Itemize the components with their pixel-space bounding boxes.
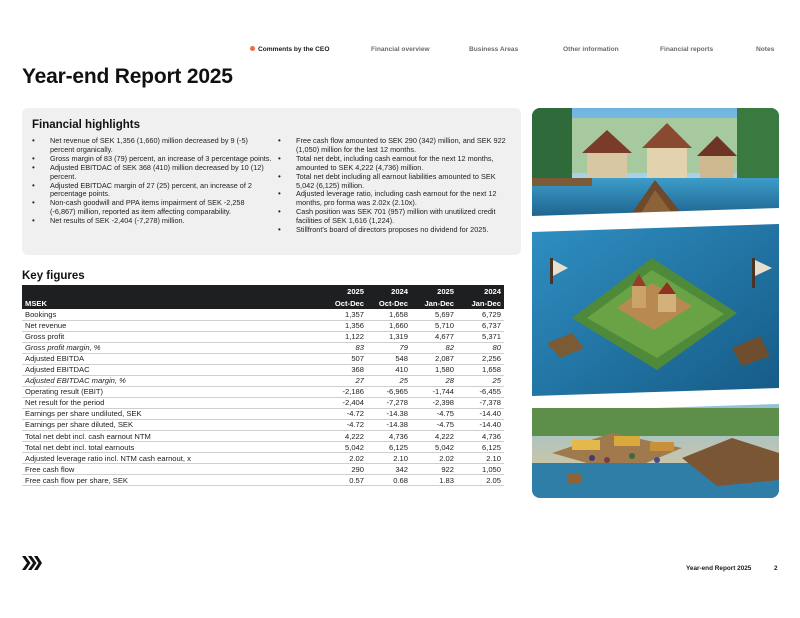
row-value: 0.68 [367, 475, 411, 486]
row-value: 1,658 [457, 364, 504, 375]
nav-item-financial-reports[interactable]: Financial reports [660, 46, 714, 53]
table-row [22, 309, 504, 320]
row-value: 290 [322, 464, 367, 475]
col-year: 2025 [411, 285, 457, 297]
row-label: Total net debt incl. total earnouts [22, 442, 322, 453]
highlight-item: • Adjusted EBITDAC of SEK 368 (410) million decreased by 10 (12) percent. [32, 164, 272, 182]
row-value: 2.10 [457, 453, 504, 464]
row-label: Net result for the period [22, 397, 322, 408]
row-label: Adjusted EBITDAC [22, 364, 322, 375]
row-value: 507 [322, 353, 367, 364]
highlight-item: • Free cash flow amounted to SEK 290 (342) million, and SEK 922 (1,050) million for the last 12 months. [278, 137, 514, 155]
row-value: 80 [457, 342, 504, 353]
row-value: -4.72 [322, 408, 367, 419]
key-figures-body [22, 309, 504, 486]
table-row [22, 464, 504, 475]
highlight-item: • Non-cash goodwill and PPA items impairment of SEK -2,258 (-6,867) million, reported as item affecting comparability. [32, 199, 272, 217]
row-value: -4.75 [411, 419, 457, 430]
row-value: 368 [322, 364, 367, 375]
col-period: Jan-Dec [411, 297, 457, 309]
row-value: -2,186 [322, 386, 367, 397]
harbor-town-scene [532, 108, 779, 220]
row-value: 1,319 [367, 331, 411, 342]
row-value: 2.02 [322, 453, 367, 464]
row-value: 5,371 [457, 331, 504, 342]
row-value: 1,660 [367, 320, 411, 331]
row-value: -1,744 [411, 386, 457, 397]
highlight-item: • Total net debt, including cash earnout for the next 12 months, amounted to SEK 4,222 (4,736) million. [278, 155, 514, 173]
row-value: 25 [367, 375, 411, 386]
row-value: 6,729 [457, 309, 504, 320]
key-figures-table [22, 285, 504, 486]
table-row [22, 342, 504, 353]
nav-item-financial-overview[interactable]: Financial overview [371, 46, 430, 53]
col-year: 2024 [457, 285, 504, 297]
row-value: 4,222 [411, 431, 457, 442]
col-year: 2024 [367, 285, 411, 297]
row-value: -2,404 [322, 397, 367, 408]
table-row [22, 397, 504, 408]
col-period: Oct-Dec [367, 297, 411, 309]
table-row [22, 353, 504, 364]
highlight-item: • Adjusted EBITDAC margin of 27 (25) percent, an increase of 2 percentage points. [32, 182, 272, 200]
unit-label: MSEK [22, 297, 322, 309]
row-value: 1,580 [411, 364, 457, 375]
row-label: Gross profit [22, 331, 322, 342]
row-value: 410 [367, 364, 411, 375]
row-value: 2.02 [411, 453, 457, 464]
table-row [22, 364, 504, 375]
row-value: 4,677 [411, 331, 457, 342]
nav-item-comments-by-the-ceo[interactable]: Comments by the CEO [250, 46, 329, 53]
row-value: -2,398 [411, 397, 457, 408]
row-label: Gross profit margin, % [22, 342, 322, 353]
top-navigation [250, 46, 778, 58]
row-label: Earnings per share diluted, SEK [22, 419, 322, 430]
row-value: 82 [411, 342, 457, 353]
highlights-left-list [32, 137, 272, 226]
row-value: 1,658 [367, 309, 411, 320]
row-value: -6,965 [367, 386, 411, 397]
row-value: 4,736 [457, 431, 504, 442]
row-value: 2.05 [457, 475, 504, 486]
row-value: 1,050 [457, 464, 504, 475]
row-value: 6,737 [457, 320, 504, 331]
row-value: 25 [457, 375, 504, 386]
row-value: 2,087 [411, 353, 457, 364]
financial-highlights-title: Financial highlights [32, 119, 140, 131]
highlights-right-list [278, 137, 514, 235]
table-row [22, 386, 504, 397]
col-period: Oct-Dec [322, 297, 367, 309]
highlight-item: • Cash position was SEK 701 (957) million with unutilized credit facilities of SEK 1,616 (1,224). [278, 208, 514, 226]
footer-report-name: Year-end Report 2025 [686, 565, 752, 572]
nav-item-notes[interactable]: Notes [756, 46, 775, 53]
row-value: -14.38 [367, 408, 411, 419]
row-value: -14.40 [457, 419, 504, 430]
financial-highlights-box [22, 108, 521, 255]
table-row [22, 419, 504, 430]
table-row [22, 320, 504, 331]
row-label: Adjusted leverage ratio incl. NTM cash earnout, x [22, 453, 322, 464]
row-value: 1,122 [322, 331, 367, 342]
active-dot-icon [250, 46, 255, 51]
row-value: 6,125 [457, 442, 504, 453]
row-label: Total net debt incl. cash earnout NTM [22, 431, 322, 442]
row-value: 1,356 [322, 320, 367, 331]
key-figures-title: Key figures [22, 270, 85, 282]
row-value: -14.38 [367, 419, 411, 430]
row-value: -4.75 [411, 408, 457, 419]
row-value: -7,278 [367, 397, 411, 408]
row-value: 2,256 [457, 353, 504, 364]
table-row [22, 453, 504, 464]
row-value: -6,455 [457, 386, 504, 397]
highlight-item: • Adjusted leverage ratio, including cash earnout for the next 12 months, pro forma was 2.02x (2.10x). [278, 190, 514, 208]
row-value: 4,222 [322, 431, 367, 442]
row-label: Bookings [22, 309, 322, 320]
row-value: 0.57 [322, 475, 367, 486]
market-dock-scene [532, 404, 779, 498]
row-label: Earnings per share undiluted, SEK [22, 408, 322, 419]
row-value: 2.10 [367, 453, 411, 464]
table-row [22, 408, 504, 419]
row-label: Operating result (EBIT) [22, 386, 322, 397]
highlight-item: • Gross margin of 83 (79) percent, an increase of 3 percentage points. [32, 155, 272, 164]
island-fortress-scene [532, 224, 779, 400]
nav-item-business-areas[interactable]: Business Areas [469, 46, 519, 53]
table-row [22, 442, 504, 453]
row-label: Adjusted EBITDA [22, 353, 322, 364]
table-row [22, 475, 504, 486]
highlight-item: • Total net debt including all earnout liabilities amounted to SEK 5,042 (6,125) million. [278, 173, 514, 191]
row-value: 5,042 [322, 442, 367, 453]
row-label: Free cash flow per share, SEK [22, 475, 322, 486]
col-year: 2025 [322, 285, 367, 297]
row-value: -7,378 [457, 397, 504, 408]
stillfront-chevrons-icon [22, 556, 42, 570]
nav-item-other-information[interactable]: Other information [563, 46, 619, 53]
row-value: -4.72 [322, 419, 367, 430]
table-row [22, 375, 504, 386]
page-title: Year-end Report 2025 [22, 65, 233, 88]
table-row [22, 431, 504, 442]
row-value: 83 [322, 342, 367, 353]
header-row-years [22, 285, 504, 297]
row-value: 6,125 [367, 442, 411, 453]
row-value: 5,710 [411, 320, 457, 331]
row-value: 5,697 [411, 309, 457, 320]
row-label: Adjusted EBITDAC margin, % [22, 375, 322, 386]
row-value: 1.83 [411, 475, 457, 486]
highlight-item: • Net revenue of SEK 1,356 (1,660) million decreased by 9 (-5) percent organically. [32, 137, 272, 155]
row-value: 4,736 [367, 431, 411, 442]
header-spacer [22, 285, 322, 297]
row-value: 79 [367, 342, 411, 353]
game-art-illustration [532, 108, 779, 498]
row-label: Free cash flow [22, 464, 322, 475]
footer-page-number: 2 [774, 565, 778, 572]
row-value: 5,042 [411, 442, 457, 453]
row-label: Net revenue [22, 320, 322, 331]
row-value: 28 [411, 375, 457, 386]
table-row [22, 331, 504, 342]
col-period: Jan-Dec [457, 297, 504, 309]
row-value: 342 [367, 464, 411, 475]
highlight-item: • Stillfront's board of directors proposes no dividend for 2025. [278, 226, 514, 235]
row-value: 1,357 [322, 309, 367, 320]
header-row-periods [22, 297, 504, 309]
game-art-svg [532, 108, 779, 498]
row-value: 922 [411, 464, 457, 475]
row-value: -14.40 [457, 408, 504, 419]
highlight-item: • Net results of SEK -2,404 (-7,278) million. [32, 217, 272, 226]
row-value: 548 [367, 353, 411, 364]
row-value: 27 [322, 375, 367, 386]
